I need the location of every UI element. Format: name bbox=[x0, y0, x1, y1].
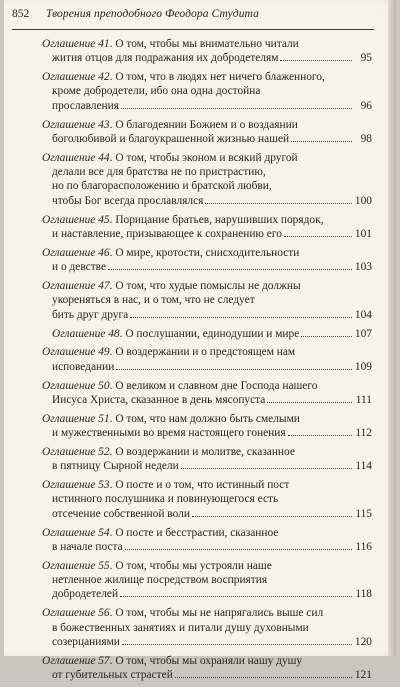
toc-entry bbox=[4, 118, 400, 147]
dot-leader bbox=[175, 677, 352, 678]
entry-page-number: 107 bbox=[354, 327, 372, 340]
entry-label: Оглашение 50 bbox=[42, 379, 110, 392]
entry-label: Оглашение 57 bbox=[42, 654, 110, 667]
dot-leader bbox=[301, 336, 352, 337]
dot-leader bbox=[108, 269, 352, 270]
entry-text-line: чтобы Бог всегда прославлялся bbox=[52, 194, 204, 207]
header-rule bbox=[12, 29, 374, 30]
toc-entry bbox=[4, 526, 400, 555]
entry-text-line: бить друг друга bbox=[52, 308, 129, 321]
entry-label: Оглашение 44 bbox=[42, 151, 110, 164]
entry-text-line: . О воздержании и молитве, сказанное bbox=[109, 445, 295, 458]
entry-text-line: . О великом и славном дне Господа нашего bbox=[109, 379, 318, 392]
page-edge bbox=[388, 0, 396, 656]
entry-last-line bbox=[52, 635, 372, 649]
entry-text-line: боголюбивой и благоукрашенной жизнью нашей bbox=[52, 132, 290, 145]
dot-leader bbox=[267, 402, 352, 403]
entry-label: Оглашение 55 bbox=[42, 559, 110, 572]
entry-page-number: 111 bbox=[355, 393, 372, 406]
book-page bbox=[4, 0, 396, 682]
entry-text-line: . Порицание братьев, нарушивших порядок, bbox=[109, 213, 324, 226]
entry-label: Оглашение 51 bbox=[42, 412, 110, 425]
entry-label: Оглашение 48 bbox=[52, 327, 120, 340]
entry-last-line bbox=[52, 540, 372, 554]
dot-leader bbox=[284, 236, 352, 237]
entry-text-line: нетленное жилище посредством восприятия bbox=[52, 574, 268, 587]
entry-text-line: Иисуса Христа, сказанное в день мясопуста bbox=[52, 393, 266, 406]
entry-page-number: 120 bbox=[354, 635, 372, 648]
entry-text-line: жития отцов для подражания их добродетелям bbox=[52, 52, 279, 65]
entry-text-line: в начале поста bbox=[52, 540, 123, 553]
entry-page-number: 95 bbox=[360, 52, 372, 65]
entry-last-line bbox=[52, 132, 372, 146]
dot-leader bbox=[288, 435, 352, 436]
entry-page-number: 101 bbox=[354, 227, 372, 240]
dot-leader bbox=[291, 141, 352, 142]
entry-page-number: 103 bbox=[354, 261, 372, 274]
entry-page-number: 109 bbox=[354, 360, 372, 373]
entry-text-line: от губительных страстей bbox=[52, 669, 173, 682]
entry-text-line: . О посте и бесстрастии, сказанное bbox=[109, 526, 279, 539]
dot-leader bbox=[205, 203, 352, 204]
entry-text-line: . О том, чтобы мы охраняли нашу душу bbox=[109, 654, 303, 667]
toc-entry bbox=[4, 213, 400, 242]
toc-entry bbox=[4, 70, 400, 113]
entry-text-line: и о девстве bbox=[52, 261, 107, 274]
entry-last-line bbox=[52, 459, 372, 473]
entry-text-line: в божественных занятиях и питали душу духовными bbox=[52, 621, 309, 634]
entry-label: Оглашение 46 bbox=[42, 246, 110, 259]
toc-entry bbox=[4, 559, 400, 602]
entry-page-number: 118 bbox=[355, 588, 372, 601]
entry-text-line: в пятницу Сырной недели bbox=[52, 460, 179, 473]
dot-leader bbox=[130, 317, 352, 318]
dot-leader bbox=[280, 60, 352, 61]
entry-text-line: отсечение собственной воли bbox=[52, 507, 190, 520]
entry-last-line bbox=[52, 308, 372, 322]
entry-page-number: 96 bbox=[360, 99, 372, 112]
entry-text-line: истинного послушника и повинующегося есть bbox=[52, 493, 279, 506]
dot-leader bbox=[125, 549, 352, 550]
entry-page-number: 98 bbox=[360, 132, 372, 145]
entry-last-line bbox=[52, 587, 372, 601]
entry-label: Оглашение 41 bbox=[42, 38, 110, 50]
entry-text-line: . О том, что в людях нет ничего блаженного, bbox=[109, 71, 325, 84]
entry-label: Оглашение 52 bbox=[42, 445, 110, 458]
entry-label: Оглашение 43 bbox=[42, 118, 110, 131]
page-number: 852 bbox=[12, 8, 30, 20]
entry-label: Оглашение 49 bbox=[42, 346, 110, 359]
dot-leader bbox=[116, 369, 352, 370]
entry-last-line bbox=[52, 99, 372, 113]
toc-entry bbox=[4, 37, 400, 66]
entry-page-number: 100 bbox=[354, 194, 372, 207]
entry-page-number: 114 bbox=[355, 460, 372, 473]
entry-text-line: . О том, чтобы мы не напрягались выше сил bbox=[109, 607, 324, 620]
entry-text-line: . О воздержании и о предстоящем нам bbox=[109, 346, 296, 359]
entry-last-line bbox=[52, 327, 372, 341]
running-title: Творения преподобного Феодора Студита bbox=[46, 8, 259, 20]
entry-page-number: 104 bbox=[354, 308, 372, 321]
toc-entry bbox=[4, 345, 400, 374]
toc-entry bbox=[4, 654, 400, 683]
entry-text-line: но по благорасположению и братской любви, bbox=[52, 180, 272, 193]
entry-page-number: 116 bbox=[355, 540, 372, 553]
toc-entry bbox=[4, 445, 400, 474]
entry-text-line: . О благодеянии Божием и о воздаянии bbox=[109, 118, 298, 131]
entry-label: Оглашение 45 bbox=[42, 213, 110, 226]
dot-leader bbox=[192, 516, 352, 517]
toc-entry bbox=[4, 606, 400, 649]
entry-text-line: . О послушании, единодушии и мире bbox=[119, 327, 300, 340]
entry-text-line: . О том, чтобы мы устрояли наше bbox=[109, 559, 272, 572]
entry-last-line bbox=[52, 260, 372, 274]
entry-text-line: созерцаниями bbox=[52, 635, 120, 648]
dot-leader bbox=[181, 468, 352, 469]
entry-text-line: прославления bbox=[52, 99, 119, 112]
entry-label: Оглашение 53 bbox=[42, 479, 110, 492]
entry-last-line bbox=[52, 507, 372, 521]
dot-leader bbox=[121, 108, 352, 109]
entry-text-line: . О том, чтобы эконом и всякий другой bbox=[109, 151, 298, 164]
entry-text-line: . О мире, кротости, снисходительности bbox=[109, 246, 300, 259]
entry-text-line: . О том, чтобы мы внимательно читали bbox=[109, 38, 299, 50]
entry-last-line bbox=[52, 227, 372, 241]
toc-entry bbox=[4, 246, 400, 275]
entry-last-line bbox=[52, 360, 372, 374]
entry-text-line: и наставление, призывающее к сохранению его bbox=[52, 227, 282, 240]
dot-leader bbox=[122, 644, 352, 645]
entry-text-line: укореняться в нас, и о том, что не следует bbox=[52, 294, 255, 307]
entry-text-line: . О посте и о том, что истинный пост bbox=[109, 479, 290, 492]
entry-label: Оглашение 42 bbox=[42, 71, 110, 84]
entry-text-line: . О том, что худые помыслы не должны bbox=[109, 280, 301, 293]
toc-entry bbox=[4, 151, 400, 208]
entry-last-line bbox=[52, 194, 372, 208]
entry-page-number: 115 bbox=[355, 507, 372, 520]
toc-entry bbox=[4, 379, 400, 408]
toc-entry bbox=[4, 478, 400, 521]
entry-last-line bbox=[52, 668, 372, 682]
entry-page-number: 121 bbox=[354, 669, 372, 682]
entry-label: Оглашение 47 bbox=[42, 280, 110, 293]
entry-text-line: делали все для братства не по пристрастию, bbox=[52, 166, 266, 179]
entry-label: Оглашение 56 bbox=[42, 607, 110, 620]
entry-last-line bbox=[52, 51, 372, 65]
running-header bbox=[12, 8, 372, 26]
entry-page-number: 112 bbox=[355, 427, 372, 440]
table-of-contents bbox=[4, 37, 400, 687]
dot-leader bbox=[120, 596, 352, 597]
entry-text-line: кроме добродетели, ибо она одна достойна bbox=[52, 85, 261, 98]
toc-entry bbox=[4, 279, 400, 322]
entry-last-line bbox=[52, 393, 372, 407]
entry-text-line: . О том, что нам должно быть смелыми bbox=[109, 412, 300, 425]
toc-entry bbox=[4, 327, 400, 341]
entry-label: Оглашение 54 bbox=[42, 526, 110, 539]
entry-last-line bbox=[52, 426, 372, 440]
entry-text-line: и мужественными во время настоящего гонения bbox=[52, 427, 286, 440]
entry-text-line: исповедании bbox=[52, 360, 115, 373]
toc-entry bbox=[4, 412, 400, 441]
entry-text-line: добродетелей bbox=[52, 588, 119, 601]
